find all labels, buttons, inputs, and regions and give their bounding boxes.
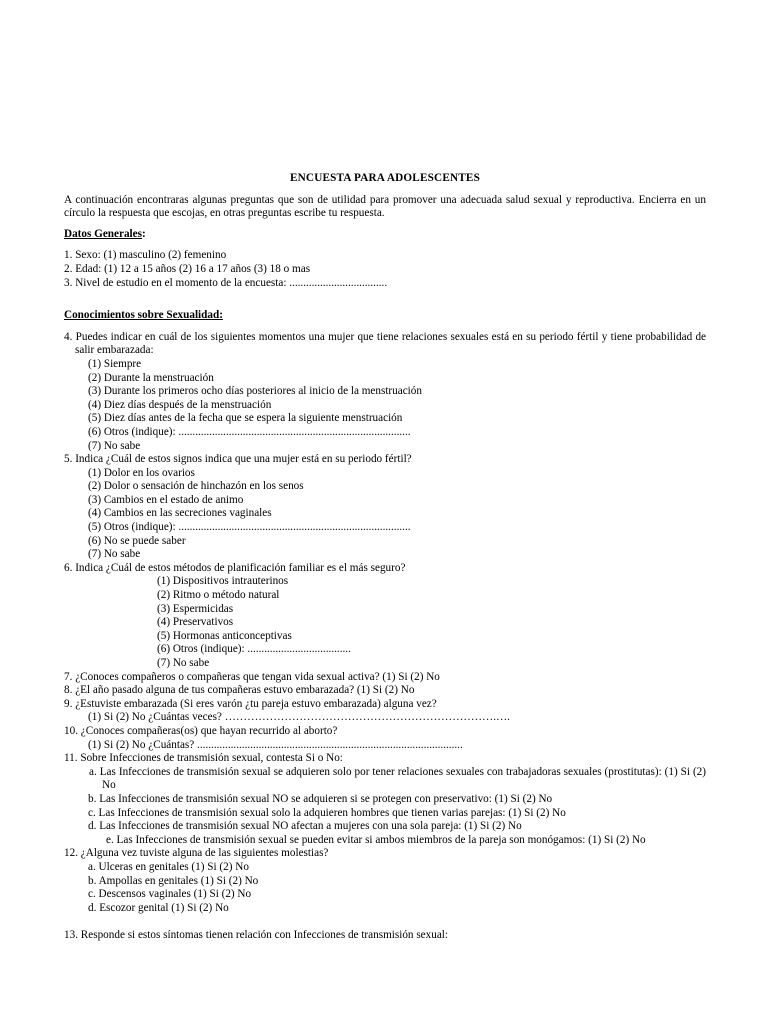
q5-option-5: (5) Otros (indique): ...................................................................................	[88, 521, 411, 534]
question-2: 2. Edad: (1) 12 a 15 años (2) 16 a 17 años (3) 18 o mas	[64, 262, 311, 275]
q12-item-b: b. Ampollas en genitales (1) Si (2) No	[88, 874, 259, 887]
question-6: 6. Indica ¿Cuál de estos métodos de planificación familiar es el más seguro?	[64, 561, 406, 574]
question-12: 12. ¿Alguna vez tuviste alguna de las siguientes molestias?	[64, 847, 329, 860]
q5-option-1: (1) Dolor en los ovarios	[88, 466, 195, 479]
q9-answer: (1) Si (2) No ¿Cuántas veces? ……………………………………………………………….….	[88, 711, 510, 724]
q4-option-2: (2) Durante la menstruación	[88, 371, 214, 384]
q4-option-1: (1) Siempre	[88, 357, 142, 370]
question-13: 13. Responde si estos síntomas tienen relación con Infecciones de transmisión sexual:	[64, 929, 449, 942]
question-10: 10. ¿Conoces compañeras(os) que hayan recurrido al aborto?	[64, 724, 338, 737]
q5-option-6: (6) No se puede saber	[88, 534, 186, 547]
q4-option-5: (5) Diez días antes de la fecha que se espera la siguiente menstruación	[88, 412, 403, 425]
q11-item-c: c. Las Infecciones de transmisión sexual solo la adquieren hombres que tienen varias parejas: (1) Si (2) No	[88, 806, 566, 819]
q4-option-4: (4) Diez días después de la menstruación	[88, 398, 272, 411]
question-3: 3. Nivel de estudio en el momento de la encuesta: ...................................	[64, 276, 388, 289]
q12-item-c: c. Descensos vaginales (1) Si (2) No	[88, 888, 252, 901]
q6-option-4: (4) Preservativos	[157, 616, 234, 629]
q4-option-3: (3) Durante los primeros ocho días posteriores al inicio de la menstruación	[88, 385, 422, 398]
q4-option-7: (7) No sabe	[88, 439, 141, 452]
q6-option-6: (6) Otros (indique): .....................................	[157, 643, 351, 656]
document-title: ENCUESTA PARA ADOLESCENTES	[289, 172, 481, 184]
question-1: 1. Sexo: (1) masculino (2) femenino	[64, 249, 227, 262]
q6-option-3: (3) Espermicidas	[157, 602, 234, 615]
q11-item-b: b. Las Infecciones de transmisión sexual NO se adquieren si se protegen con preservativo: (1) Si (2) No	[88, 792, 553, 805]
question-8: 8. ¿El año pasado alguna de tus compañeras estuvo embarazada? (1) Si (2) No	[64, 684, 415, 697]
q6-option-5: (5) Hormonas anticonceptivas	[157, 629, 292, 642]
survey-document	[64, 172, 706, 943]
q5-option-2: (2) Dolor o sensación de hinchazón en los senos	[88, 480, 304, 493]
question-4: 4. Puedes indicar en cuál de los siguientes momentos una mujer que tiene relaciones sexuales está en su periodo fértil y tiene probabilidad de salir embarazada:	[64, 330, 706, 357]
intro-paragraph: A continuación encontraras algunas preguntas que son de utilidad para promover una adecuada salud sexual y reproductiva. Encierra en un círculo la respuesta que escojas, en otras preguntas escribe tu respuesta.	[64, 193, 706, 220]
question-9: 9. ¿Estuviste embarazada (Si eres varón ¿tu pareja estuvo embarazada) alguna vez?	[64, 697, 437, 710]
q10-answer: (1) Si (2) No ¿Cuántas? ...............................................................................................	[88, 738, 463, 751]
datos-generales-heading-row	[64, 228, 706, 242]
q11-item-d: d. Las Infecciones de transmisión sexual NO afectan a mujeres con una sola pareja: (1) Si (2) No	[88, 820, 522, 833]
q5-option-4: (4) Cambios en las secreciones vaginales	[88, 507, 272, 520]
q6-option-7: (7) No sabe	[157, 657, 210, 669]
question-5: 5. Indica ¿Cuál de estos signos indica que una mujer está en su periodo fértil?	[64, 453, 412, 466]
datos-generales-colon: :	[142, 227, 146, 240]
question-7: 7. ¿Conoces compañeros o compañeras que tengan vida sexual activa? (1) Si (2) No	[64, 670, 440, 683]
q5-option-3: (3) Cambios en el estado de animo	[88, 493, 244, 506]
q5-option-7: (7) No sabe	[88, 548, 141, 561]
q6-option-1: (1) Dispositivos intrauterinos	[157, 575, 289, 588]
q11-item-e: e. Las Infecciones de transmisión sexual se pueden evitar si ambos miembros de la pareja son monógamos: (1) Si (2) No	[106, 833, 646, 846]
q4-option-6: (6) Otros (indique): ...................................................................................	[88, 425, 411, 438]
q6-option-2: (2) Ritmo o método natural	[157, 589, 280, 602]
conocimientos-heading: Conocimientos sobre Sexualidad:	[64, 309, 223, 322]
q11-item-a: a. Las Infecciones de transmisión sexual se adquieren solo por tener relaciones sexuales con trabajadoras sexuales (prostitutas): (1) Si (2) No	[89, 765, 706, 792]
question-11: 11. Sobre Infecciones de transmisión sexual, contesta Si o No:	[64, 752, 343, 765]
datos-generales-heading: Datos Generales	[64, 227, 142, 240]
q12-item-d: d. Escozor genital (1) Si (2) No	[88, 901, 229, 914]
q12-item-a: a. Ulceras en genitales (1) Si (2) No	[88, 860, 249, 873]
